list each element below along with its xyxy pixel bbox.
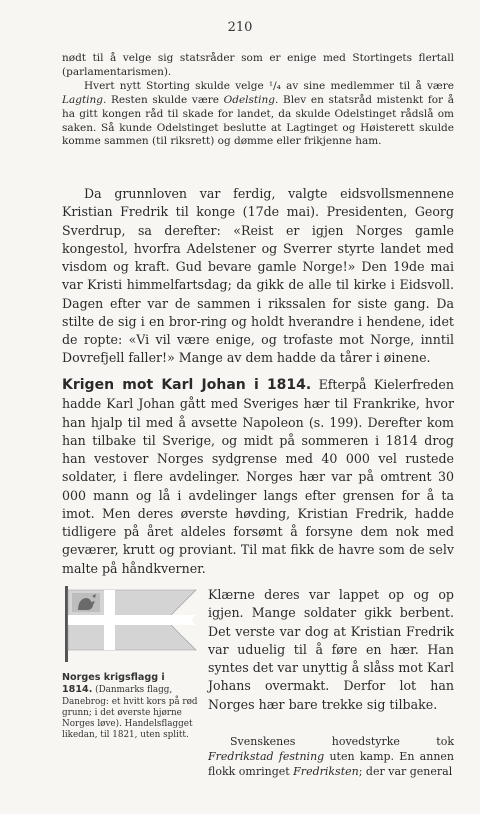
- page-number: 210: [227, 20, 253, 35]
- fraction: ¹/₄: [268, 80, 281, 92]
- figure-war-flag: [62, 584, 198, 742]
- place-fredriksten: Fredriksten: [293, 764, 359, 778]
- flag-cross-horizontal: [68, 615, 196, 625]
- flag-pole: [65, 586, 68, 662]
- paragraph-fortress: Svenskenes hovedstyrke tok Fredrikstad festning uten kamp. En annen flokk omringet Fredriksten; der var general: [208, 735, 455, 778]
- war-flag-illustration: [62, 584, 198, 664]
- paragraph-army-condition: Klærne deres var lappet op og op igjen. Mange soldater gikk berbent. Det verste var dog at Kristian Fredrik var uduelig til å føre en hær. Han syntes det var unyttig å slåss mot Karl Johans overmakt. Derfor lot han Norges hær bare trekke sig tilbake.: [208, 587, 454, 712]
- term-odelsting: Odelsting: [223, 93, 275, 106]
- paragraph-storting: Hvert nytt Storting skulde velge ¹/₄ av sine medlemmer til å være Lagting. Resten skulde være Odelsting. Blev en statsråd mistenkt for å ha gitt kongen råd til skade for landet, da skulde Odelstinget rådslå om saken. Så kunde Odelstinget beslutte at Lagtinget og Høisterett skulde komme sammen (til riksrett) og dømme eller frikjenne ham.: [62, 80, 454, 148]
- paragraph-king-election: Da grunnloven var ferdig, valgte eidsvollsmennene Kristian Fredrik til konge (17de mai). Presidenten, Georg Sverdrup, sa derefter: «Reist er igjen Norges gamle kongestol, hvorfra Adelstener og Sverrer styrte landet med visdom og kraft. Gud bevare gamle Norge!» Den 19de mai var Kristi himmelfartsdag; da gikk de alle til kirke i Eidsvoll. Dagen efter var de sammen i rikssalen for siste gang. Da stilte de sig i en bror-ring og holdt hverandre i hendene, idet de ropte: «Vi vil være enige, og trofaste mot Norge, inntil Dovrefjell faller!» Mange av dem hadde da tårer i øinene.: [62, 186, 454, 366]
- place-fredrikstad: Fredrikstad festning: [208, 749, 325, 763]
- paragraph-parliamentarism: [62, 52, 454, 80]
- section-war-intro: Krigen mot Karl Johan i 1814. Efterpå Kielerfreden hadde Karl Johan gått med Sveriges hær til Frankrike, hvor han hjalp til med å avsette Napoleon (s. 199). Derefter kom han tilbake til Sverige, og midt på sommeren i 1814 drog han vestover Norges sydgrense med 40 000 vel rustede soldater, i flere avdelinger. Norges hær var på omtrent 30 000 mann og lå i avdelinger langs efter grensen for å ta imot. Men deres øverste høvding, Kristian Fredrik, hadde tidligere på året aldeles forsømt å forsyne dem nok med geværer, krutt og proviant. Til mat fikk de havre som de selv malte på håndkverner.: [62, 377, 455, 576]
- figure-caption: Norges krigsflagg i 1814. (Danmarks flagg, Danebrog: et hvitt kors på rød grunn; i det øverste hjørne Norges løve). Handelsflagget likedan, til 1821, uten splitt.: [62, 672, 198, 741]
- term-lagting: Lagting: [62, 93, 104, 106]
- norwegian-lion-icon: [72, 593, 100, 612]
- caption-title: Norges krigsflagg i 1814.: [62, 672, 165, 696]
- paragraph-line: nødt til å velge sig statsråder som er enige med Stortingets flertall (parlamentarismen).: [62, 52, 454, 78]
- section-heading: Krigen mot Karl Johan i 1814.: [62, 377, 312, 393]
